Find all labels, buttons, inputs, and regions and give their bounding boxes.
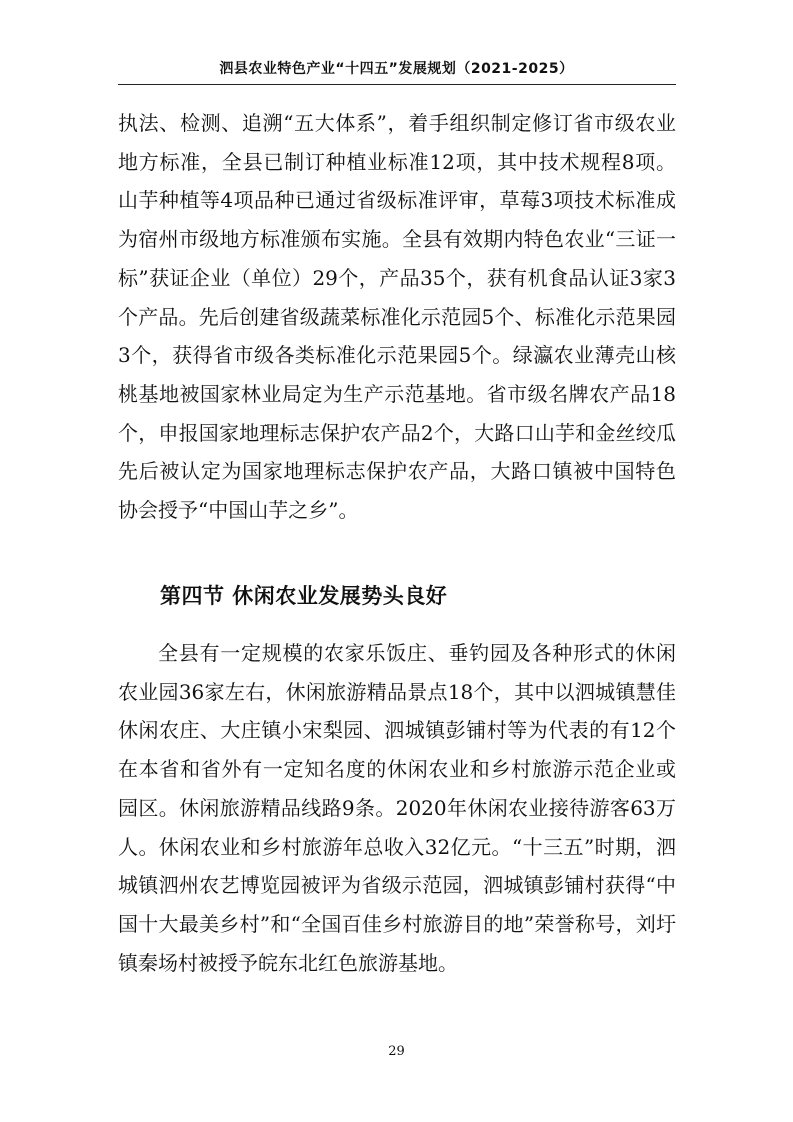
main-text-block-1 (118, 104, 676, 530)
page-number: 29 (388, 1044, 405, 1059)
page-header-title: 泗县农业特色产业“十四五”发展规划（2021-2025） (219, 61, 574, 77)
paragraph-standards: 执法、检测、追溯“五大体系”，着手组织制定修订省市级农业地方标准，全县已制订种植业标准12项，其中技术规程8项。山芋种植等4项品种已通过省级标准评审，草莓3项技术标准成为宿州市级地方标准颁布实施。全县有效期内特色农业“三证一标”获证企业（单位）29个，产品35个，获有机食品认证3家3个产品。先后创建省级蔬菜标准化示范园5个、标准化示范果园3个，获得省市级各类标准化示范果园5个。绿瀛农业薄壳山核桃基地被国家林业局定为生产示范基地。省市级名牌农产品18个，申报国家地理标志保护农产品2个，大路口山芋和金丝绞瓜先后被认定为国家地理标志保护农产品，大路口镇被中国特色协会授予“中国山芋之乡”。 (118, 111, 676, 523)
paragraph-leisure-agriculture: 全县有一定规模的农家乐饭庄、垂钓园及各种形式的休闲农业园36家左右，休闲旅游精品景点18个，其中以泗城镇慧佳休闲农庄、大庄镇小宋梨园、泗城镇彭铺村等为代表的有12个在本省和省外有一定知名度的休闲农业和乡村旅游示范企业或园区。休闲旅游精品线路9条。2020年休闲农业接待游客63万人。休闲农业和乡村旅游年总收入32亿元。“十三五”时期，泗城镇泗州农艺博览园被评为省级示范园，泗城镇彭铺村获得“中国十大最美乡村”和“全国百佳乡村旅游目的地”荣誉称号，刘圩镇秦场村被授予皖东北红色旅游基地。 (118, 641, 676, 975)
section-heading: 第四节 休闲农业发展势头良好 (160, 584, 448, 608)
main-text-block-2 (118, 634, 676, 982)
header-divider (118, 84, 676, 85)
